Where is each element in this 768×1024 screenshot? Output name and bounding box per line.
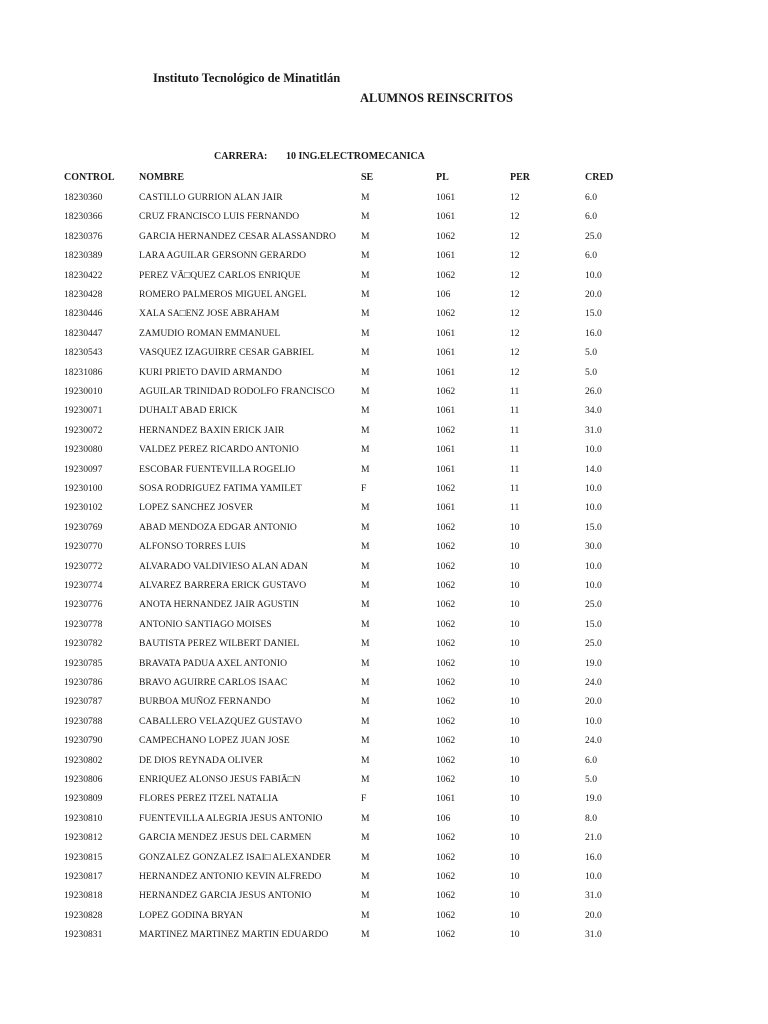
cell-pl: 106: [436, 812, 451, 824]
cell-nombre: CASTILLO GURRION ALAN JAIR: [139, 192, 283, 203]
cell-se: M: [361, 715, 370, 727]
cell-pl: 1061: [436, 327, 456, 339]
cell-pl: 1062: [436, 851, 456, 863]
cell-per: 10: [510, 890, 520, 902]
cell-se: M: [361, 308, 370, 320]
cell-se: M: [361, 774, 370, 785]
cell-nombre: DE DIOS REYNADA OLIVER: [139, 754, 263, 766]
cell-nombre: GARCIA HERNANDEZ CESAR ALASSANDRO: [139, 230, 336, 242]
cell-control: 19230785: [64, 657, 103, 669]
cell-cred: 5.0: [585, 366, 597, 378]
table-row: [0, 871, 768, 890]
cell-per: 12: [510, 366, 520, 378]
cell-per: 10: [510, 696, 520, 708]
cell-control: 19230072: [64, 424, 103, 436]
cell-pl: 1061: [436, 793, 456, 805]
cell-nombre: ALFONSO TORRES LUIS: [139, 541, 246, 553]
cell-cred: 25.0: [585, 230, 602, 242]
cell-control: 19230812: [64, 832, 103, 844]
cell-nombre: ANOTA HERNANDEZ JAIR AGUSTIN: [139, 599, 299, 611]
table-row: [0, 619, 768, 638]
cell-se: M: [361, 599, 370, 611]
cell-pl: 1062: [436, 715, 456, 727]
table-row: [0, 599, 768, 618]
cell-per: 10: [510, 618, 520, 630]
cell-cred: 34.0: [585, 405, 602, 417]
cell-per: 11: [510, 424, 520, 436]
cell-cred: 30.0: [585, 541, 602, 553]
table-row: [0, 250, 768, 269]
table-row: [0, 347, 768, 366]
cell-pl: 1062: [436, 871, 456, 882]
cell-pl: 1062: [436, 521, 456, 533]
cell-per: 12: [510, 347, 520, 359]
cell-cred: 10.0: [585, 269, 602, 281]
cell-per: 10: [510, 735, 520, 747]
table-row: [0, 231, 768, 250]
table-row: [0, 308, 768, 327]
cell-nombre: CRUZ FRANCISCO LUIS FERNANDO: [139, 211, 300, 223]
cell-cred: 6.0: [585, 192, 597, 203]
cell-cred: 10.0: [585, 715, 602, 727]
cell-control: 19230782: [64, 638, 103, 650]
cell-per: 10: [510, 638, 520, 650]
cell-cred: 6.0: [585, 211, 597, 223]
column-header-cred: CRED: [585, 172, 614, 183]
cell-pl: 1062: [436, 657, 456, 669]
cell-nombre: HERNANDEZ GARCIA JESUS ANTONIO: [139, 890, 312, 902]
column-header-per: PER: [510, 172, 530, 183]
table-row: [0, 716, 768, 735]
cell-per: 10: [510, 560, 520, 572]
cell-cred: 16.0: [585, 851, 602, 863]
cell-control: 18230389: [64, 250, 103, 262]
table-row: [0, 774, 768, 793]
cell-pl: 1062: [436, 269, 456, 281]
cell-pl: 1062: [436, 618, 456, 630]
table-row: [0, 813, 768, 832]
cell-per: 10: [510, 812, 520, 824]
cell-per: 10: [510, 580, 520, 591]
cell-cred: 21.0: [585, 832, 602, 844]
cell-se: M: [361, 812, 370, 824]
table-row: [0, 890, 768, 909]
cell-nombre: XALA SA□ENZ JOSE ABRAHAM: [139, 308, 280, 320]
institution-name: Instituto Tecnológico de Minatitlán: [153, 71, 341, 85]
cell-pl: 1061: [436, 250, 456, 262]
cell-pl: 1062: [436, 580, 456, 591]
cell-control: 19230071: [64, 405, 103, 417]
cell-se: M: [361, 250, 370, 262]
cell-se: M: [361, 580, 370, 591]
table-row: [0, 696, 768, 715]
cell-pl: 1061: [436, 463, 456, 475]
cell-control: 19230097: [64, 463, 103, 475]
column-header-pl: PL: [436, 172, 449, 183]
cell-cred: 10.0: [585, 483, 602, 494]
cell-se: M: [361, 444, 370, 456]
cell-nombre: BRAVATA PADUA AXEL ANTONIO: [139, 657, 288, 669]
cell-per: 11: [510, 483, 520, 494]
cell-nombre: BRAVO AGUIRRE CARLOS ISAAC: [139, 677, 288, 688]
cell-pl: 1062: [436, 230, 456, 242]
cell-se: M: [361, 424, 370, 436]
table-row: [0, 192, 768, 211]
cell-control: 19230815: [64, 851, 103, 863]
cell-control: 19230817: [64, 871, 103, 882]
cell-se: M: [361, 832, 370, 844]
cell-cred: 5.0: [585, 774, 597, 785]
cell-se: M: [361, 560, 370, 572]
cell-se: M: [361, 618, 370, 630]
cell-per: 10: [510, 909, 520, 921]
cell-cred: 16.0: [585, 327, 602, 339]
cell-nombre: BAUTISTA PEREZ WILBERT DANIEL: [139, 638, 300, 650]
cell-pl: 1062: [436, 929, 456, 941]
cell-nombre: KURI PRIETO DAVID ARMANDO: [139, 366, 282, 378]
cell-pl: 1062: [436, 832, 456, 844]
cell-cred: 10.0: [585, 502, 602, 514]
cell-se: M: [361, 929, 370, 941]
cell-nombre: GARCIA MENDEZ JESUS DEL CARMEN: [139, 832, 312, 844]
cell-nombre: PEREZ VÃ□QUEZ CARLOS ENRIQUE: [139, 269, 301, 281]
cell-se: M: [361, 541, 370, 553]
cell-per: 10: [510, 715, 520, 727]
cell-se: M: [361, 909, 370, 921]
cell-pl: 1061: [436, 192, 456, 203]
cell-cred: 24.0: [585, 735, 602, 747]
table-row: [0, 755, 768, 774]
cell-per: 12: [510, 327, 520, 339]
cell-nombre: HERNANDEZ BAXIN ERICK JAIR: [139, 424, 285, 436]
cell-control: 19230774: [64, 580, 103, 591]
cell-nombre: ESCOBAR FUENTEVILLA ROGELIO: [139, 463, 296, 475]
cell-per: 12: [510, 211, 520, 223]
cell-pl: 1062: [436, 909, 456, 921]
cell-cred: 10.0: [585, 560, 602, 572]
cell-pl: 1062: [436, 308, 456, 320]
cell-pl: 1062: [436, 774, 456, 785]
table-row: [0, 328, 768, 347]
cell-nombre: DUHALT ABAD ERICK: [139, 405, 238, 417]
cell-control: 19230778: [64, 618, 103, 630]
cell-pl: 1061: [436, 502, 456, 514]
cell-cred: 20.0: [585, 909, 602, 921]
cell-per: 12: [510, 230, 520, 242]
cell-se: M: [361, 521, 370, 533]
cell-cred: 6.0: [585, 754, 597, 766]
cell-se: M: [361, 192, 370, 203]
cell-control: 19230790: [64, 735, 103, 747]
cell-nombre: LOPEZ SANCHEZ JOSVER: [139, 502, 254, 514]
cell-per: 11: [510, 405, 520, 417]
cell-cred: 25.0: [585, 599, 602, 611]
cell-se: M: [361, 405, 370, 417]
cell-cred: 15.0: [585, 521, 602, 533]
cell-pl: 1062: [436, 424, 456, 436]
cell-pl: 1061: [436, 347, 456, 359]
cell-se: M: [361, 871, 370, 882]
cell-per: 11: [510, 502, 520, 514]
cell-control: 18230422: [64, 269, 103, 281]
cell-nombre: BURBOA MUÑOZ FERNANDO: [139, 696, 271, 708]
cell-pl: 1062: [436, 599, 456, 611]
table-row: [0, 386, 768, 405]
cell-pl: 1062: [436, 638, 456, 650]
cell-se: M: [361, 269, 370, 281]
cell-se: M: [361, 657, 370, 669]
cell-per: 10: [510, 851, 520, 863]
table-row: [0, 929, 768, 948]
cell-per: 10: [510, 657, 520, 669]
cell-control: 18230447: [64, 327, 103, 339]
cell-se: M: [361, 735, 370, 747]
table-row: [0, 658, 768, 677]
cell-cred: 31.0: [585, 424, 602, 436]
table-row: [0, 444, 768, 463]
table-row: [0, 852, 768, 871]
cell-cred: 19.0: [585, 657, 602, 669]
cell-cred: 8.0: [585, 812, 597, 824]
cell-se: M: [361, 696, 370, 708]
cell-pl: 1061: [436, 444, 456, 456]
cell-per: 11: [510, 386, 520, 397]
cell-nombre: ZAMUDIO ROMAN EMMANUEL: [139, 327, 281, 339]
table-row: [0, 638, 768, 657]
cell-control: 18230543: [64, 347, 103, 359]
cell-control: 19230769: [64, 521, 103, 533]
cell-nombre: ROMERO PALMEROS MIGUEL ANGEL: [139, 289, 307, 300]
cell-nombre: ABAD MENDOZA EDGAR ANTONIO: [139, 521, 297, 533]
cell-se: M: [361, 327, 370, 339]
cell-se: M: [361, 851, 370, 863]
table-row: [0, 580, 768, 599]
cell-control: 19230080: [64, 444, 103, 456]
table-row: [0, 483, 768, 502]
cell-se: M: [361, 890, 370, 902]
cell-cred: 5.0: [585, 347, 597, 359]
cell-per: 10: [510, 599, 520, 611]
cell-nombre: GONZALEZ GONZALEZ ISAI□ ALEXANDER: [139, 851, 332, 863]
cell-nombre: CABALLERO VELAZQUEZ GUSTAVO: [139, 715, 303, 727]
cell-nombre: ALVARADO VALDIVIESO ALAN ADAN: [139, 560, 308, 572]
cell-se: M: [361, 230, 370, 242]
cell-nombre: VALDEZ PEREZ RICARDO ANTONIO: [139, 444, 299, 456]
table-row: [0, 367, 768, 386]
cell-control: 18230360: [64, 192, 103, 203]
cell-control: 18230376: [64, 230, 103, 242]
cell-pl: 1062: [436, 483, 456, 494]
cell-control: 18230446: [64, 308, 103, 320]
cell-nombre: CAMPECHANO LOPEZ JUAN JOSE: [139, 735, 290, 747]
cell-per: 10: [510, 832, 520, 844]
cell-pl: 1062: [436, 386, 456, 397]
cell-control: 19230831: [64, 929, 103, 941]
cell-cred: 20.0: [585, 696, 602, 708]
cell-per: 10: [510, 929, 520, 941]
cell-nombre: ANTONIO SANTIAGO MOISES: [139, 618, 272, 630]
cell-nombre: SOSA RODRIGUEZ FATIMA YAMILET: [139, 483, 302, 494]
cell-se: M: [361, 754, 370, 766]
cell-pl: 1061: [436, 366, 456, 378]
table-row: [0, 561, 768, 580]
table-row: [0, 793, 768, 812]
table-row: [0, 425, 768, 444]
cell-cred: 24.0: [585, 677, 602, 688]
cell-pl: 1061: [436, 211, 456, 223]
report-title: ALUMNOS REINSCRITOS: [360, 91, 513, 105]
cell-cred: 10.0: [585, 580, 602, 591]
cell-control: 19230102: [64, 502, 103, 514]
cell-nombre: FLORES PEREZ ITZEL NATALIA: [139, 793, 279, 805]
cell-cred: 6.0: [585, 250, 597, 262]
cell-nombre: HERNANDEZ ANTONIO KEVIN ALFREDO: [139, 871, 322, 882]
cell-cred: 25.0: [585, 638, 602, 650]
cell-se: M: [361, 289, 370, 300]
cell-per: 11: [510, 444, 520, 456]
table-row: [0, 405, 768, 424]
cell-se: M: [361, 502, 370, 514]
cell-control: 19230818: [64, 890, 103, 902]
cell-per: 10: [510, 793, 520, 805]
cell-cred: 31.0: [585, 929, 602, 941]
cell-control: 19230772: [64, 560, 103, 572]
cell-se: M: [361, 386, 370, 397]
career-label: CARRERA:: [214, 151, 268, 162]
cell-per: 12: [510, 192, 520, 203]
cell-cred: 10.0: [585, 871, 602, 882]
cell-control: 19230810: [64, 812, 103, 824]
cell-nombre: LARA AGUILAR GERSONN GERARDO: [139, 250, 307, 262]
cell-cred: 19.0: [585, 793, 602, 805]
cell-pl: 1062: [436, 696, 456, 708]
column-header-control: CONTROL: [64, 172, 115, 183]
table-row: [0, 832, 768, 851]
cell-per: 12: [510, 289, 520, 300]
cell-cred: 10.0: [585, 444, 602, 456]
cell-control: 19230809: [64, 793, 103, 805]
cell-control: 18230428: [64, 289, 103, 300]
cell-pl: 1062: [436, 560, 456, 572]
table-row: [0, 677, 768, 696]
cell-control: 19230787: [64, 696, 103, 708]
cell-se: F: [361, 483, 367, 494]
table-row: [0, 289, 768, 308]
cell-se: M: [361, 463, 370, 475]
cell-per: 12: [510, 250, 520, 262]
cell-nombre: ENRIQUEZ ALONSO JESUS FABIÃ□N: [139, 774, 301, 785]
cell-cred: 26.0: [585, 386, 602, 397]
cell-cred: 20.0: [585, 289, 602, 300]
career-value: 10 ING.ELECTROMECANICA: [286, 151, 425, 162]
cell-se: M: [361, 366, 370, 378]
cell-per: 10: [510, 541, 520, 553]
cell-per: 11: [510, 463, 520, 475]
cell-per: 10: [510, 871, 520, 882]
cell-per: 12: [510, 269, 520, 281]
table-row: [0, 910, 768, 929]
cell-per: 10: [510, 774, 520, 785]
cell-control: 18230366: [64, 211, 103, 223]
column-header-se: SE: [361, 172, 374, 183]
cell-pl: 106: [436, 289, 451, 300]
cell-nombre: AGUILAR TRINIDAD RODOLFO FRANCISCO: [139, 386, 335, 397]
cell-control: 19230770: [64, 541, 103, 553]
column-header-nombre: NOMBRE: [139, 172, 184, 183]
cell-pl: 1061: [436, 405, 456, 417]
table-row: [0, 522, 768, 541]
cell-pl: 1062: [436, 890, 456, 902]
cell-control: 19230100: [64, 483, 103, 494]
cell-pl: 1062: [436, 735, 456, 747]
cell-control: 19230786: [64, 677, 103, 688]
cell-se: M: [361, 347, 370, 359]
table-row: [0, 464, 768, 483]
cell-nombre: MARTINEZ MARTINEZ MARTIN EDUARDO: [139, 929, 329, 941]
cell-pl: 1062: [436, 754, 456, 766]
table-row: [0, 502, 768, 521]
cell-cred: 15.0: [585, 308, 602, 320]
cell-nombre: ALVAREZ BARRERA ERICK GUSTAVO: [139, 580, 307, 591]
cell-se: F: [361, 793, 367, 805]
table-row: [0, 211, 768, 230]
cell-per: 10: [510, 754, 520, 766]
cell-per: 10: [510, 677, 520, 688]
cell-pl: 1062: [436, 541, 456, 553]
cell-se: M: [361, 638, 370, 650]
cell-se: M: [361, 677, 370, 688]
cell-per: 12: [510, 308, 520, 320]
cell-control: 19230802: [64, 754, 103, 766]
cell-control: 19230776: [64, 599, 103, 611]
cell-control: 19230010: [64, 386, 103, 397]
table-row: [0, 735, 768, 754]
cell-control: 19230788: [64, 715, 103, 727]
cell-nombre: VASQUEZ IZAGUIRRE CESAR GABRIEL: [139, 347, 314, 359]
cell-control: 19230828: [64, 909, 103, 921]
cell-control: 19230806: [64, 774, 103, 785]
cell-control: 18231086: [64, 366, 103, 378]
cell-nombre: LOPEZ GODINA BRYAN: [139, 909, 243, 921]
cell-nombre: FUENTEVILLA ALEGRIA JESUS ANTONIO: [139, 812, 323, 824]
cell-per: 10: [510, 521, 520, 533]
cell-cred: 31.0: [585, 890, 602, 902]
cell-se: M: [361, 211, 370, 223]
table-row: [0, 270, 768, 289]
cell-pl: 1062: [436, 677, 456, 688]
cell-cred: 15.0: [585, 618, 602, 630]
table-row: [0, 541, 768, 560]
cell-cred: 14.0: [585, 463, 602, 475]
